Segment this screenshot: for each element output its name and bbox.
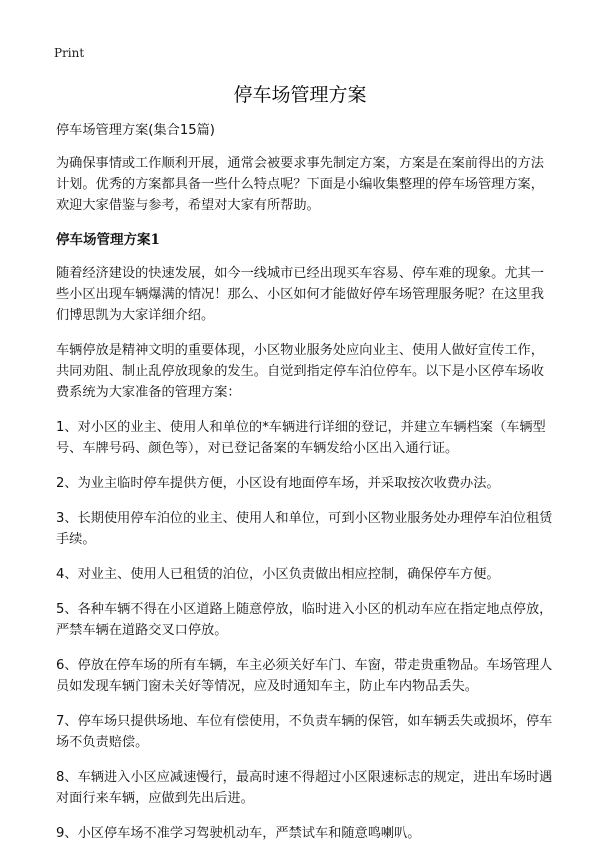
rule-item-3: 3、长期使用停车泊位的业主、使用人和单位，可到小区物业服务处办理停车泊位租赁手续。 (56, 511, 553, 547)
rule-item-4: 4、对业主、使用人已租赁的泊位，小区负责做出相应控制，确保停车方便。 (56, 567, 500, 582)
body-paragraph-2: 车辆停放是精神文明的重要体现，小区物业服务处应向业主、使用人做好宣传工作，共同劝阻、制止乱停放现象的发生。自觉到指定停车泊位停车。以下是小区停车场收费系统为大家准备的管理方案： (56, 343, 544, 400)
rule-item-9: 9、小区停车场不准学习驾驶机动车，严禁试车和随意鸣喇叭。 (56, 826, 421, 841)
intro-paragraph: 为确保事情或工作顺利开展，通常会被要求事先制定方案，方案是在案前得出的方法计划。优秀的方案都具备一些什么特点呢？下面是小编收集整理的停车场管理方案，欢迎大家借鉴与参考，希望对大家有所帮助。 (56, 156, 544, 213)
body-paragraph-1: 随着经济建设的快速发展，如今一线城市已经出现买车容易、停车难的现象。尤其一些小区出现车辆爆满的情况！那么、小区如何才能做好停车场管理服务呢？在这里我们博思凯为大家详细介绍。 (56, 266, 544, 323)
rule-item-2: 2、为业主临时停车提供方便，小区设有地面停车场，并采取按次收费办法。 (56, 476, 500, 491)
document-body (56, 120, 556, 858)
rule-item-6: 6、停放在停车场的所有车辆，车主必须关好车门、车窗，带走贵重物品。车场管理人员如发现车辆门窗未关好等情况，应及时通知车主，防止车内物品丢失。 (56, 658, 553, 694)
rule-item-1: 1、对小区的业主、使用人和单位的*车辆进行详细的登记，并建立车辆档案（车辆型号、车牌号码、颜色等），对已登记备案的车辆发给小区出入通行证。 (56, 420, 546, 456)
rule-item-7: 7、停车场只提供场地、车位有偿使用，不负责车辆的保管，如车辆丢失或损坏，停车场不负责赔偿。 (56, 714, 553, 750)
document-title: 停车场管理方案 (233, 84, 367, 106)
print-label: Print (54, 46, 85, 60)
rule-item-8: 8、车辆进入小区应减速慢行，最高时速不得超过小区限速标志的规定，进出车场时遇对面行来车辆，应做到先出后进。 (56, 770, 553, 806)
rule-item-5: 5、各种车辆不得在小区道路上随意停放，临时进入小区的机动车应在指定地点停放，严禁车辆在道路交叉口停放。 (56, 602, 553, 638)
section-heading: 停车场管理方案1 (56, 232, 160, 248)
document-subtitle: 停车场管理方案(集合15篇) (56, 123, 215, 138)
